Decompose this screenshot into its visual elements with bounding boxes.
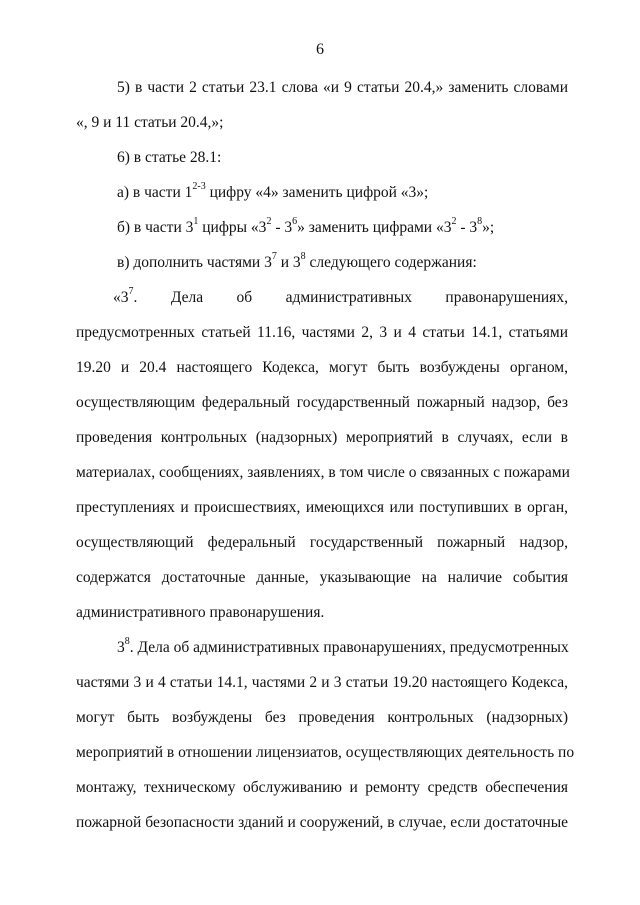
part-3-7-line-1: [113, 285, 568, 308]
word: об: [236, 289, 253, 306]
part-3-8-line: пожарной безопасности зданий и сооружений, в случае, если достаточные: [76, 814, 568, 831]
item-5-line-2: «, 9 и 11 статьи 20.4,»;: [76, 114, 224, 131]
item-6v: в) дополнить частями $3^7$ и $3^8$ следующего содержания:: [117, 250, 477, 271]
word: административных: [285, 289, 412, 306]
part-3-7-line: содержатся достаточные данные, указывающие на наличие события: [76, 569, 568, 586]
part-3-7-line: осуществляющий федеральный государственный пожарный надзор,: [76, 534, 568, 551]
part-3-7-line: материалах, сообщениях, заявлениях, в том числе о связанных с пожарами: [76, 464, 570, 481]
part-3-7-line: проведения контрольных (надзорных) мероприятий в случаях, если в: [76, 429, 568, 446]
word: правонарушениях,: [445, 289, 568, 306]
part-3-7-line: преступлениях и происшествиях, имеющихся или поступивших в орган,: [76, 499, 568, 516]
part-3-8-line: могут быть возбуждены без проведения контрольных (надзорных): [76, 709, 568, 726]
part-3-8-line: мероприятий в отношении лицензиатов, осуществляющих деятельность по: [76, 744, 575, 761]
part-3-7-number: «$3^7$.: [113, 285, 138, 306]
part-3-7-line: осуществляющим федеральный государственный пожарный надзор, без: [76, 394, 568, 411]
part-3-7-line: предусмотренных статьей 11.16, частями 2, 3 и 4 статьи 14.1, статьями: [76, 324, 568, 341]
part-3-8-line: монтажу, техническому обслуживанию и ремонту средств обеспечения: [76, 779, 568, 796]
part-3-8-line-1: $3^8$. Дела об административных правонарушениях, предусмотренных: [117, 635, 569, 656]
item-6-heading: 6) в статье 28.1:: [117, 149, 222, 166]
item-6a: а) в части 1$^{2-3}$ цифру «4» заменить цифрой «3»;: [117, 180, 429, 201]
item-5-line-1: 5) в части 2 статьи 23.1 слова «и 9 статьи 20.4,» заменить словами: [117, 79, 568, 96]
part-3-8-line: частями 3 и 4 статьи 14.1, частями 2 и 3 статьи 19.20 настоящего Кодекса,: [76, 674, 568, 691]
part-3-7-last-line: административного правонарушения.: [76, 604, 325, 621]
page-number: 6: [316, 41, 324, 58]
part-3-7-line: 19.20 и 20.4 настоящего Кодекса, могут быть возбуждены органом,: [76, 359, 568, 376]
item-6b: б) в части $3^1$ цифры «$3^2 - 3^6$» заменить цифрами «$3^2 - 3^8$»;: [117, 215, 495, 236]
word: Дела: [170, 289, 204, 306]
